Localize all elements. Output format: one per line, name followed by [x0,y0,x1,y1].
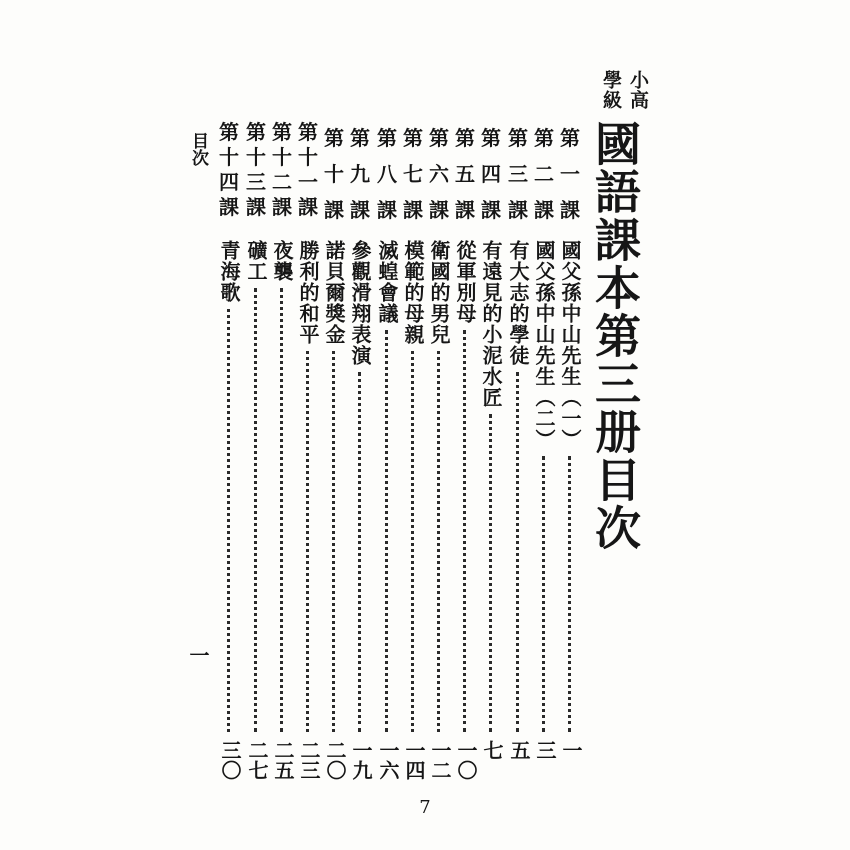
dot-leader [332,351,339,732]
lesson-page-number: 二五 [271,740,295,780]
lesson-number: 第 六 課 [429,126,449,222]
lesson-number: 第 十 課 [324,126,344,222]
lesson-entry [347,120,373,785]
lesson-entry [216,120,242,785]
lesson-entry [531,120,557,785]
lesson-title: 有大志的學徒 [506,240,530,366]
lesson-title: 諾貝爾獎金 [322,240,346,345]
lesson-title: 從軍別母 [453,240,477,324]
lesson-page-number: 二三 [297,740,321,780]
book-title: 國語課本第三册目次 [588,120,642,552]
lesson-title: 夜襲 [270,240,294,282]
lesson-title: 國父孫中山先生（二） [532,240,556,450]
lesson-number: 第 十 二 課 [272,120,292,219]
lesson-title: 勝利的和平 [296,240,320,345]
series-label-line-1: 小高 [627,70,649,110]
lesson-number: 第 五 課 [455,126,475,222]
lesson-entry [478,120,504,785]
dot-leader [463,330,470,732]
lesson-title: 滅蝗會議 [375,240,399,324]
lesson-title: 參觀滑翔表演 [348,240,372,366]
lesson-title: 衛國的男兒 [427,240,451,345]
lesson-number: 第 二 課 [534,126,554,222]
lesson-number: 第 十 四 課 [219,120,239,219]
lesson-page-number: 七 [480,740,504,760]
lesson-page-number: 三 [533,740,557,760]
lesson-page-number: 五 [507,740,531,760]
lesson-entry [557,120,583,785]
lesson-page-number: 一六 [376,740,400,780]
lesson-title: 青海歌 [217,240,241,303]
dot-leader [227,309,234,732]
lesson-page-number: 一二 [428,740,452,780]
dot-leader [437,351,444,732]
dot-leader [489,414,496,732]
lesson-title: 有遠見的小泥水匠 [479,240,503,408]
dot-leader [411,351,418,732]
lesson-number: 第 八 課 [377,126,397,222]
lesson-title: 國父孫中山先生（一） [558,240,582,450]
dot-leader [385,330,392,732]
lesson-page-number: 二〇 [323,740,347,780]
lesson-page-number: 一 [559,740,583,760]
lesson-number: 第 十 三 課 [246,120,266,219]
lesson-entry [243,120,269,785]
lesson-page-number: 一四 [402,740,426,780]
dot-leader [254,288,261,732]
lesson-number: 第 三 課 [508,126,528,222]
lesson-page-number: 一九 [349,740,373,780]
dot-leader [516,372,523,732]
lesson-page-number: 三〇 [218,740,242,780]
dot-leader [568,456,575,732]
lesson-entry [374,120,400,785]
page-marker: 一 [186,645,210,665]
lesson-number: 第 九 課 [350,126,370,222]
lesson-number: 第 一 課 [560,126,580,222]
lesson-page-number: 二七 [245,740,269,780]
dot-leader [542,456,549,732]
lesson-entry [321,120,347,785]
lesson-entry [400,120,426,785]
lesson-entry [295,120,321,785]
lesson-entry [452,120,478,785]
lesson-number: 第 七 課 [403,126,423,222]
lesson-entry [426,120,452,785]
lesson-title: 礦工 [244,240,268,282]
lesson-number: 第 十 一 課 [298,120,318,219]
lesson-entry [505,120,531,785]
lesson-entry [269,120,295,785]
series-label-line-2: 學級 [600,70,622,110]
dot-leader [306,351,313,732]
dot-leader [280,288,287,732]
lesson-page-number: 一〇 [454,740,478,780]
running-head: 目次 [188,132,208,166]
dot-leader [358,372,365,732]
lesson-title: 模範的母親 [401,240,425,345]
folio-page-number: 7 [419,797,431,818]
lesson-number: 第 四 課 [481,126,501,222]
